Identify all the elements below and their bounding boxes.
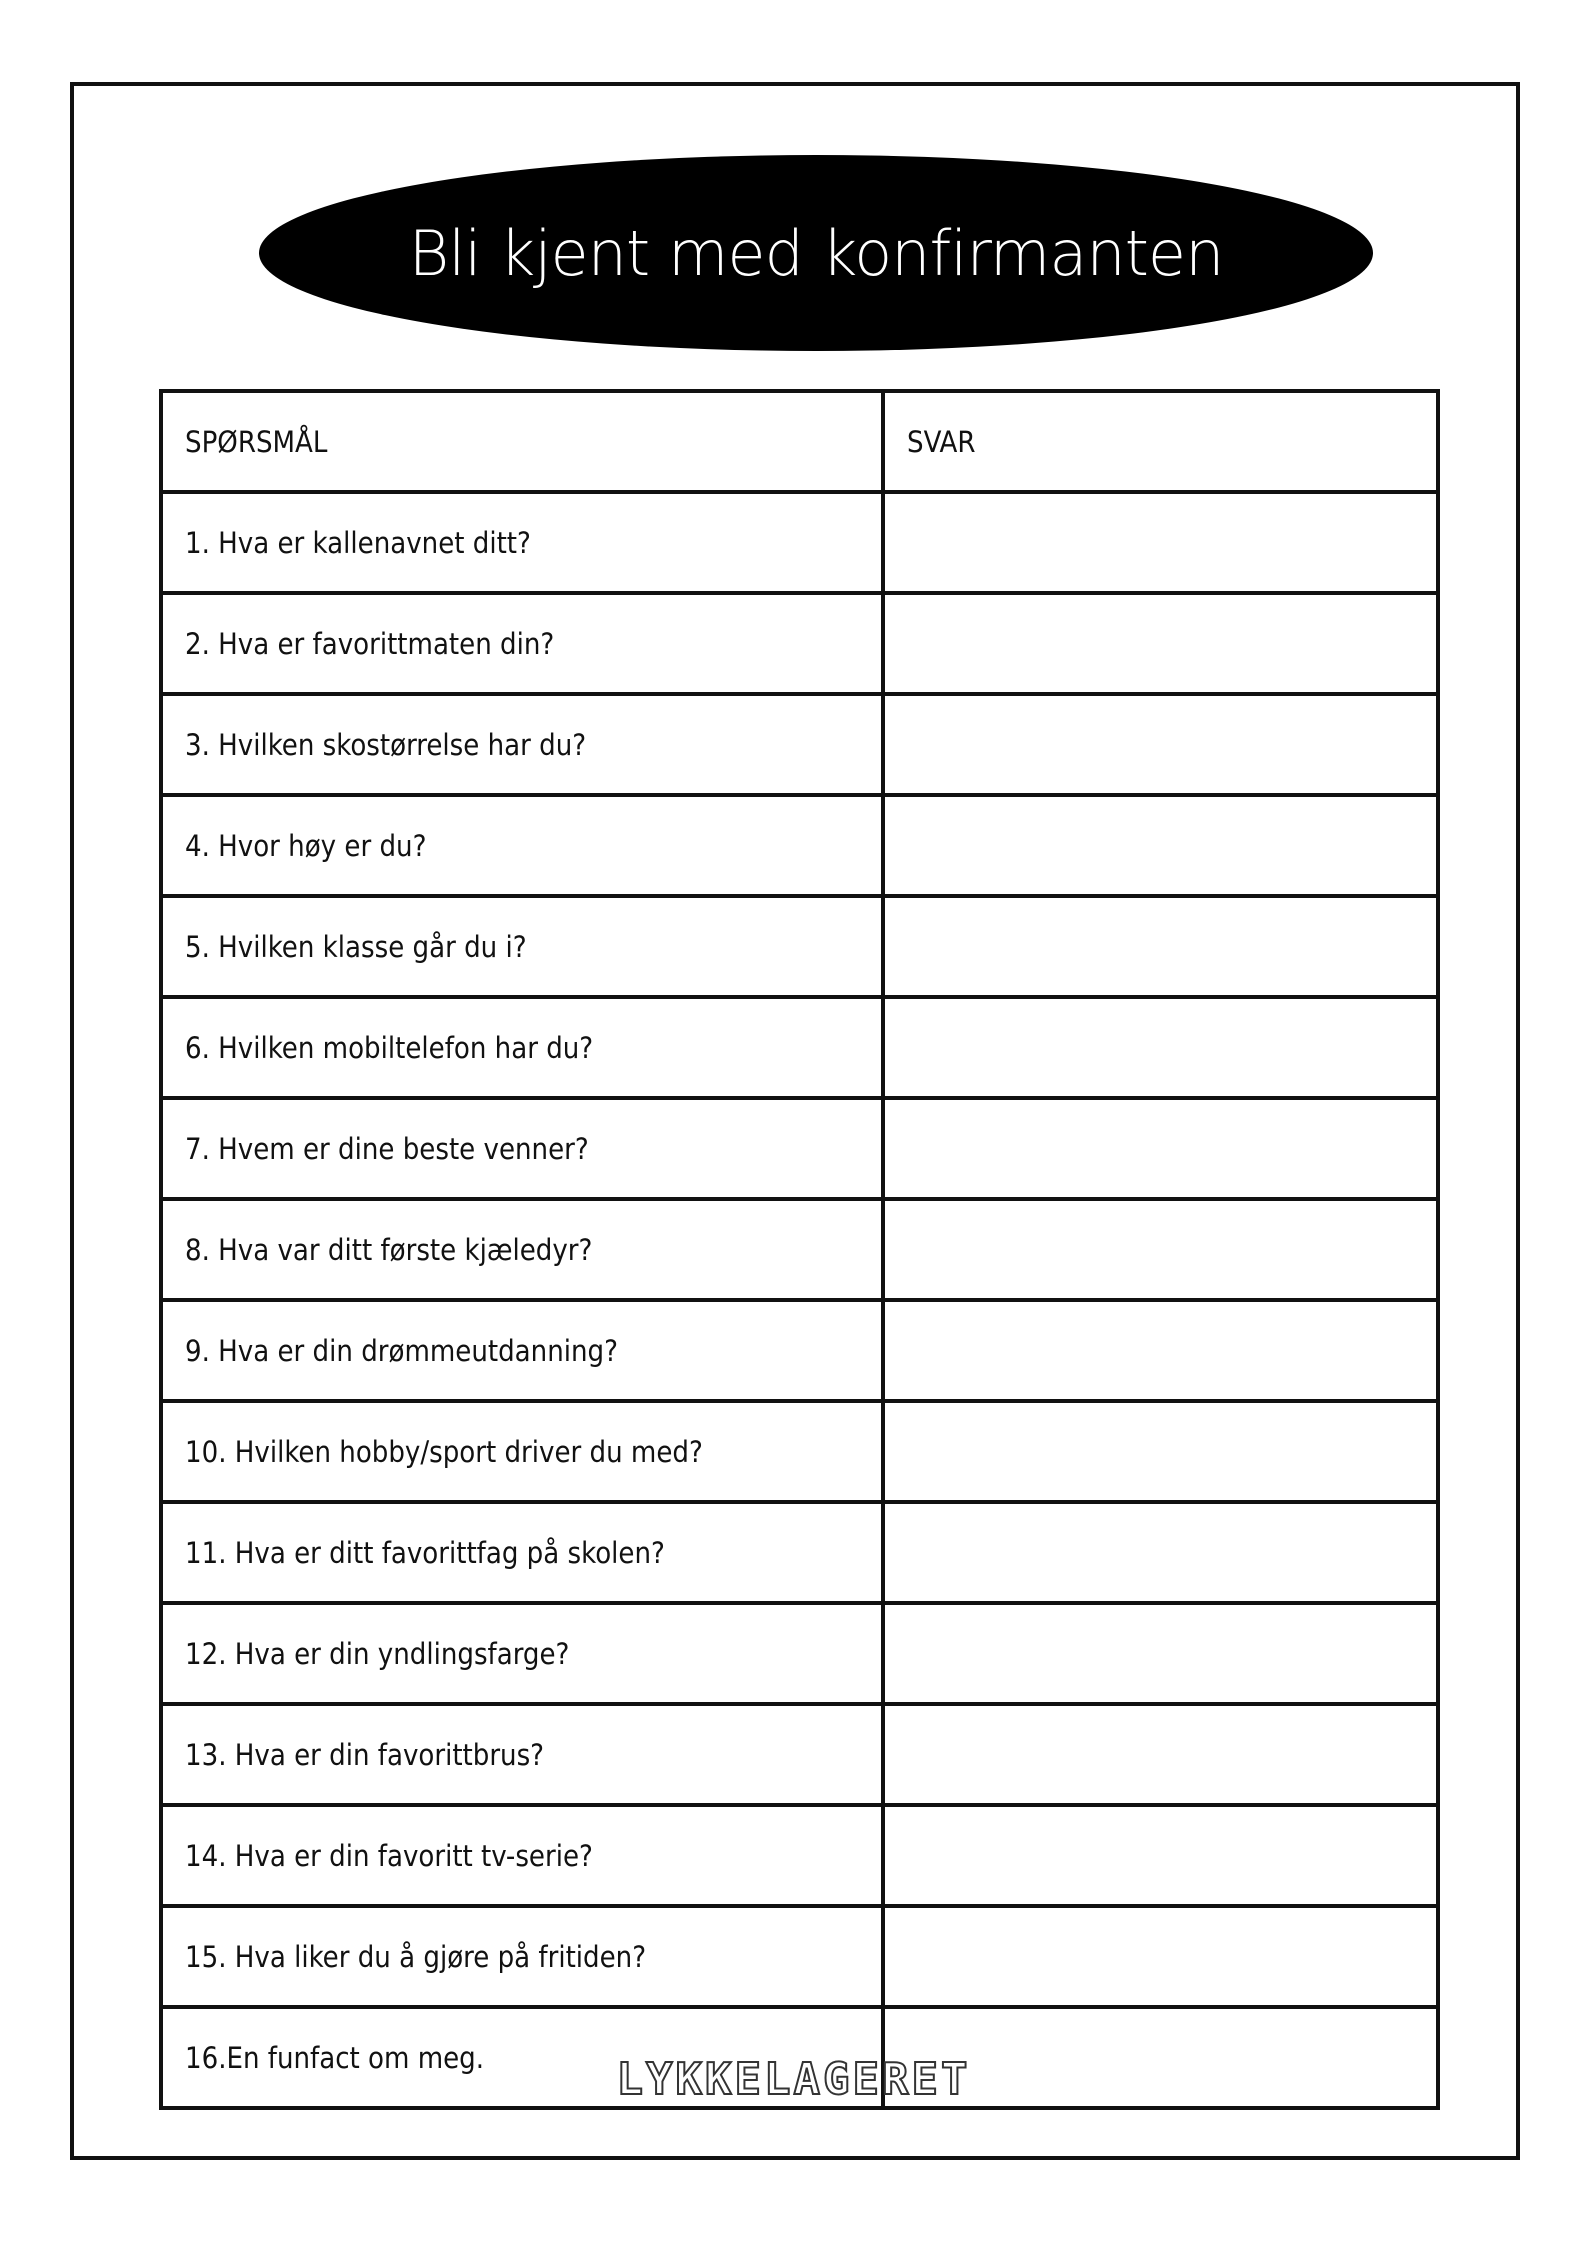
- table-row: [161, 593, 1438, 694]
- table-row: [161, 997, 1438, 1098]
- table-body: [161, 492, 1438, 2108]
- table-row: [161, 1704, 1438, 1805]
- answer-cell[interactable]: [883, 795, 1438, 896]
- table-row: [161, 492, 1438, 593]
- answer-cell[interactable]: [883, 1300, 1438, 1401]
- answer-cell[interactable]: [883, 1199, 1438, 1300]
- question-cell: 14. Hva er din favoritt tv-serie?: [161, 1805, 883, 1906]
- table-row: [161, 1502, 1438, 1603]
- answer-cell[interactable]: [883, 593, 1438, 694]
- question-cell: 9. Hva er din drømmeutdanning?: [161, 1300, 883, 1401]
- table-header-row: [161, 391, 1438, 492]
- header-question: SPØRSMÅL: [161, 391, 883, 492]
- table-row: [161, 694, 1438, 795]
- question-cell: 6. Hvilken mobiltelefon har du?: [161, 997, 883, 1098]
- table-row: [161, 1906, 1438, 2007]
- question-cell: 16.En funfact om meg.: [161, 2007, 883, 2108]
- table-row: [161, 896, 1438, 997]
- question-cell: 5. Hvilken klasse går du i?: [161, 896, 883, 997]
- table-row: [161, 1603, 1438, 1704]
- table-row: [161, 1098, 1438, 1199]
- question-cell: 10. Hvilken hobby/sport driver du med?: [161, 1401, 883, 1502]
- question-cell: 1. Hva er kallenavnet ditt?: [161, 492, 883, 593]
- questions-table: [159, 389, 1440, 2110]
- table-row: [161, 1300, 1438, 1401]
- question-cell: 15. Hva liker du å gjøre på fritiden?: [161, 1906, 883, 2007]
- answer-cell[interactable]: [883, 1704, 1438, 1805]
- question-cell: 2. Hva er favorittmaten din?: [161, 593, 883, 694]
- header-answer: SVAR: [883, 391, 1438, 492]
- question-cell: 7. Hvem er dine beste venner?: [161, 1098, 883, 1199]
- table-row: [161, 1401, 1438, 1502]
- question-cell: 11. Hva er ditt favorittfag på skolen?: [161, 1502, 883, 1603]
- answer-cell[interactable]: [883, 1603, 1438, 1704]
- question-cell: 3. Hvilken skostørrelse har du?: [161, 694, 883, 795]
- page-title: Bli kjent med konfirmanten: [408, 216, 1224, 290]
- answer-cell[interactable]: [883, 1502, 1438, 1603]
- footer-logo: LYKKELAGERET: [616, 2054, 971, 2105]
- answer-cell[interactable]: [883, 492, 1438, 593]
- table-row: [161, 1199, 1438, 1300]
- answer-cell[interactable]: [883, 1906, 1438, 2007]
- answer-cell[interactable]: [883, 896, 1438, 997]
- title-banner: [259, 155, 1373, 351]
- table-row: [161, 1805, 1438, 1906]
- answer-cell[interactable]: [883, 1098, 1438, 1199]
- table-row: [161, 795, 1438, 896]
- answer-cell[interactable]: [883, 1401, 1438, 1502]
- question-cell: 8. Hva var ditt første kjæledyr?: [161, 1199, 883, 1300]
- answer-cell[interactable]: [883, 1805, 1438, 1906]
- question-cell: 13. Hva er din favorittbrus?: [161, 1704, 883, 1805]
- answer-cell[interactable]: [883, 997, 1438, 1098]
- question-cell: 12. Hva er din yndlingsfarge?: [161, 1603, 883, 1704]
- question-cell: 4. Hvor høy er du?: [161, 795, 883, 896]
- answer-cell[interactable]: [883, 694, 1438, 795]
